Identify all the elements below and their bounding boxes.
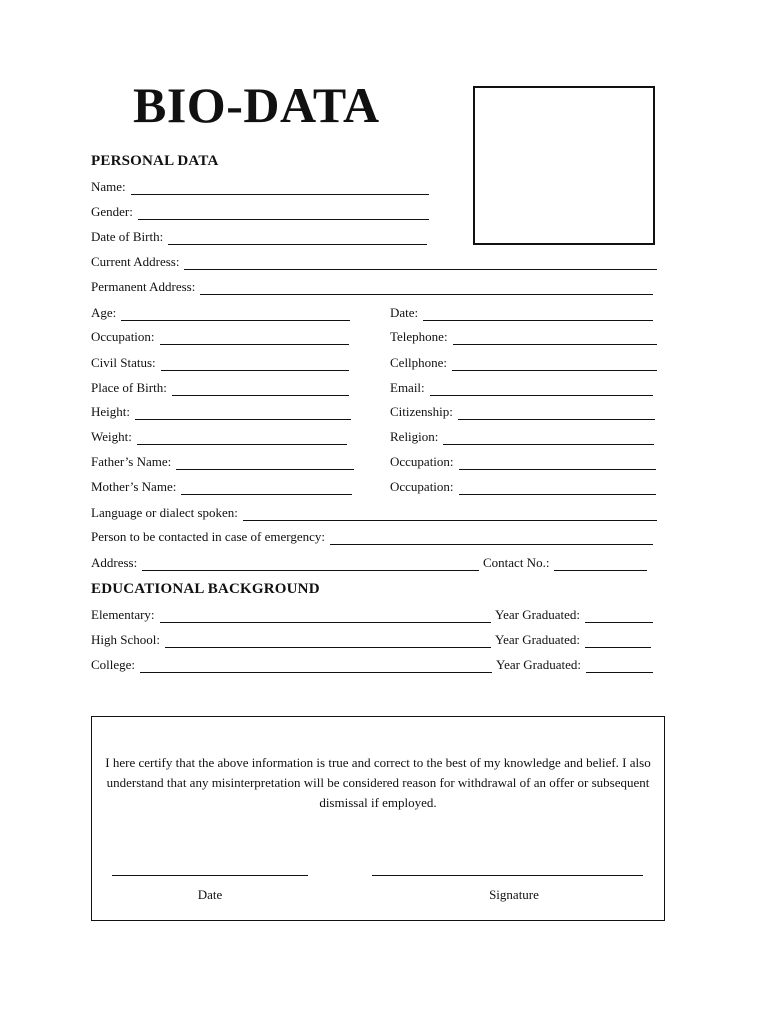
weight-field: [91, 429, 347, 445]
mother-occupation-label: Occupation:: [390, 479, 454, 494]
telephone-input-line[interactable]: [453, 333, 657, 345]
place-of-birth-label: Place of Birth:: [91, 380, 167, 395]
name-field: [91, 179, 429, 195]
father-occupation-label: Occupation:: [390, 454, 454, 469]
civil-status-label: Civil Status:: [91, 355, 156, 370]
permanent-address-field: [91, 279, 653, 295]
current-address-field: [91, 254, 657, 270]
high-school-year-input-line[interactable]: [585, 636, 651, 648]
language-input-line[interactable]: [243, 509, 657, 521]
high-school-year-label: Year Graduated:: [495, 632, 580, 647]
language-field: [91, 505, 657, 521]
document-title: BIO-DATA: [133, 77, 380, 133]
elementary-input-line[interactable]: [160, 611, 491, 623]
college-year-label: Year Graduated:: [496, 657, 581, 672]
emergency-person-field: [91, 529, 653, 545]
college-input-line[interactable]: [140, 661, 492, 673]
fathers-name-label: Father’s Name:: [91, 454, 172, 469]
high-school-label: High School:: [91, 632, 160, 647]
permanent-address-input-line[interactable]: [200, 283, 653, 295]
date-input-line[interactable]: [423, 309, 653, 321]
religion-label: Religion:: [390, 429, 439, 444]
height-field: [91, 404, 351, 420]
contact-no-field: [483, 555, 647, 571]
religion-input-line[interactable]: [443, 433, 654, 445]
college-field: [91, 657, 492, 673]
father-occupation-field: [390, 454, 656, 470]
emergency-address-input-line[interactable]: [142, 559, 479, 571]
fathers-name-field: [91, 454, 354, 470]
signature-line[interactable]: [372, 875, 643, 876]
fathers-name-input-line[interactable]: [176, 458, 354, 470]
mothers-name-input-line[interactable]: [181, 483, 352, 495]
height-label: Height:: [91, 404, 130, 419]
education-heading: EDUCATIONAL BACKGROUND: [91, 581, 320, 597]
gender-field: [91, 204, 429, 220]
age-label: Age:: [91, 305, 117, 320]
civil-status-field: [91, 355, 349, 371]
mother-occupation-input-line[interactable]: [459, 483, 656, 495]
citizenship-field: [390, 404, 655, 420]
dob-field: [91, 229, 427, 245]
contact-no-label: Contact No.:: [483, 555, 550, 570]
religion-field: [390, 429, 654, 445]
cellphone-field: [390, 355, 657, 371]
gender-label: Gender:: [91, 204, 133, 219]
weight-input-line[interactable]: [137, 433, 347, 445]
weight-label: Weight:: [91, 429, 132, 444]
college-year-input-line[interactable]: [586, 661, 653, 673]
personal-data-heading: PERSONAL DATA: [91, 153, 219, 169]
high-school-input-line[interactable]: [165, 636, 491, 648]
emergency-person-input-line[interactable]: [330, 533, 653, 545]
current-address-input-line[interactable]: [184, 258, 657, 270]
college-year-field: [496, 657, 653, 673]
dob-label: Date of Birth:: [91, 229, 164, 244]
date-field: [390, 305, 653, 321]
telephone-field: [390, 329, 657, 345]
occupation-label: Occupation:: [91, 329, 155, 344]
certification-box: [91, 716, 665, 921]
emergency-person-label: Person to be contacted in case of emergency:: [91, 529, 326, 544]
high-school-year-field: [495, 632, 651, 648]
emergency-address-label: Address:: [91, 555, 138, 570]
name-input-line[interactable]: [131, 183, 429, 195]
gender-input-line[interactable]: [138, 208, 429, 220]
mothers-name-label: Mother’s Name:: [91, 479, 177, 494]
photo-box: [473, 86, 655, 245]
signature-caption: Signature: [489, 887, 539, 902]
age-field: [91, 305, 350, 321]
telephone-label: Telephone:: [390, 329, 448, 344]
place-of-birth-input-line[interactable]: [172, 384, 349, 396]
father-occupation-input-line[interactable]: [459, 458, 656, 470]
place-of-birth-field: [91, 380, 349, 396]
occupation-input-line[interactable]: [160, 333, 349, 345]
elementary-field: [91, 607, 491, 623]
date-signature-line[interactable]: [112, 875, 308, 876]
email-label: Email:: [390, 380, 425, 395]
email-field: [390, 380, 653, 396]
emergency-address-field: [91, 555, 479, 571]
college-label: College:: [91, 657, 136, 672]
occupation-field: [91, 329, 349, 345]
elementary-label: Elementary:: [91, 607, 155, 622]
civil-status-input-line[interactable]: [161, 359, 349, 371]
mother-occupation-field: [390, 479, 656, 495]
language-label: Language or dialect spoken:: [91, 505, 238, 520]
elementary-year-input-line[interactable]: [585, 611, 653, 623]
email-input-line[interactable]: [430, 384, 653, 396]
cellphone-label: Cellphone:: [390, 355, 448, 370]
permanent-address-label: Permanent Address:: [91, 279, 196, 294]
certification-text: I here certify that the above information is true and correct to the best of my knowledge and belief. I also understand that any misinterpretation will be considered reason for withdrawal of an offer or subsequent dismissal if employed.: [105, 755, 651, 810]
date-label: Date:: [390, 305, 419, 320]
dob-input-line[interactable]: [168, 233, 427, 245]
contact-no-input-line[interactable]: [554, 559, 647, 571]
elementary-year-label: Year Graduated:: [495, 607, 580, 622]
cellphone-input-line[interactable]: [452, 359, 657, 371]
age-input-line[interactable]: [121, 309, 350, 321]
current-address-label: Current Address:: [91, 254, 180, 269]
elementary-year-field: [495, 607, 653, 623]
citizenship-input-line[interactable]: [458, 408, 655, 420]
mothers-name-field: [91, 479, 352, 495]
name-label: Name:: [91, 179, 126, 194]
high-school-field: [91, 632, 491, 648]
date-caption: Date: [197, 887, 223, 902]
citizenship-label: Citizenship:: [390, 404, 453, 419]
height-input-line[interactable]: [135, 408, 351, 420]
